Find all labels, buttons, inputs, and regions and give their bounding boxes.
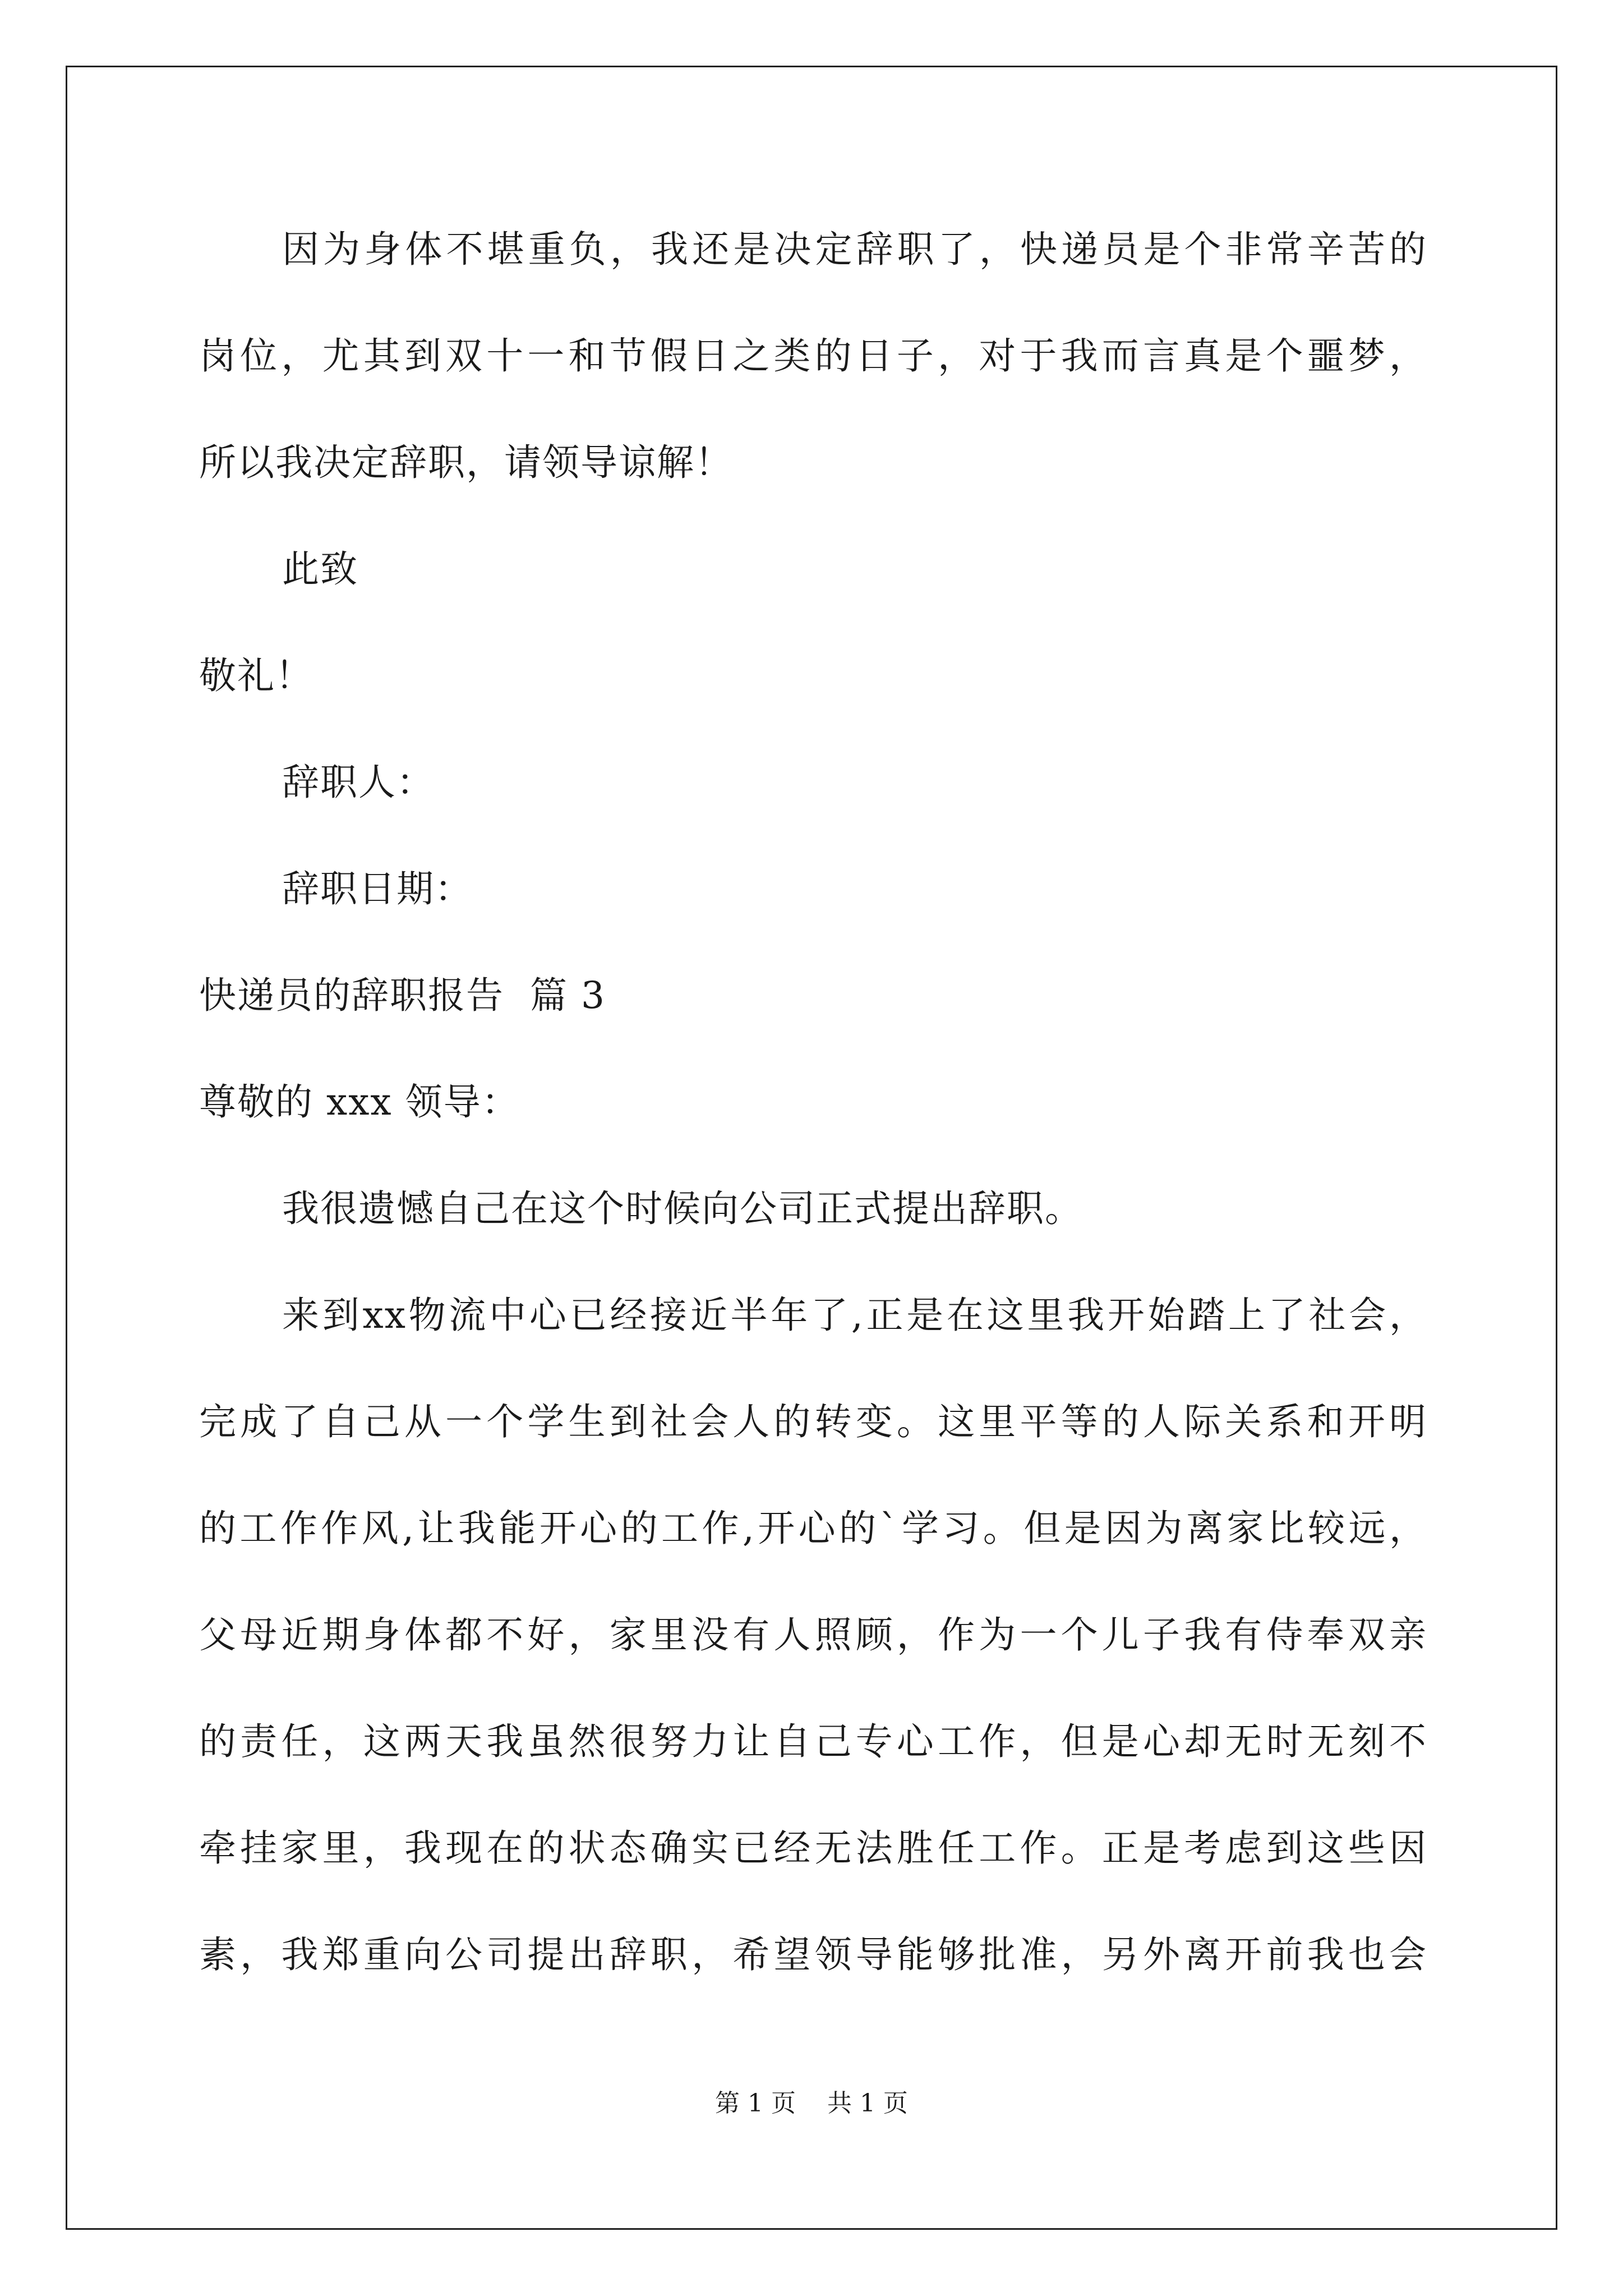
body-line-9: 的责任，这两天我虽然很努力让自己专心工作，但是心却无时无刻不	[199, 1720, 1427, 1763]
body-line-5: 来到xx物流中心已经接近半年了,正是在这里我开始踏上了社会，	[282, 1294, 1427, 1337]
closing-regards: 敬礼！	[199, 654, 313, 697]
resigner-label: 辞职人：	[282, 761, 435, 804]
body-line-4: 我很遗憾自己在这个时候向公司正式提出辞职。	[282, 1187, 1083, 1230]
addressee: 尊敬的 xxx 领导：	[199, 1080, 520, 1124]
body-line-10: 牵挂家里，我现在的状态确实已经无法胜任工作。正是考虑到这些因	[199, 1826, 1427, 1870]
closing-salutation: 此致	[282, 547, 358, 591]
body-line-2: 岗位，尤其到双十一和节假日之类的日子，对于我而言真是个噩梦，	[199, 334, 1427, 378]
resignation-date-label: 辞职日期：	[282, 867, 473, 910]
page-border	[66, 66, 1557, 2230]
page-footer: 第 1 页 共 1 页	[715, 2089, 908, 2118]
body-line-7: 的工作作风,让我能开心的工作,开心的`学习。但是因为离家比较远，	[199, 1507, 1427, 1550]
body-line-11: 素，我郑重向公司提出辞职，希望领导能够批准，另外离开前我也会	[199, 1933, 1427, 1976]
body-line-6: 完成了自己从一个学生到社会人的转变。这里平等的人际关系和开明	[199, 1400, 1427, 1443]
body-line-3: 所以我决定辞职，请领导谅解！	[199, 441, 733, 484]
body-line-1: 因为身体不堪重负，我还是决定辞职了，快递员是个非常辛苦的	[282, 228, 1427, 271]
body-line-8: 父母近期身体都不好，家里没有人照顾，作为一个儿子我有侍奉双亲	[199, 1613, 1427, 1657]
section-heading: 快递员的辞职报告 篇 3	[199, 974, 606, 1017]
